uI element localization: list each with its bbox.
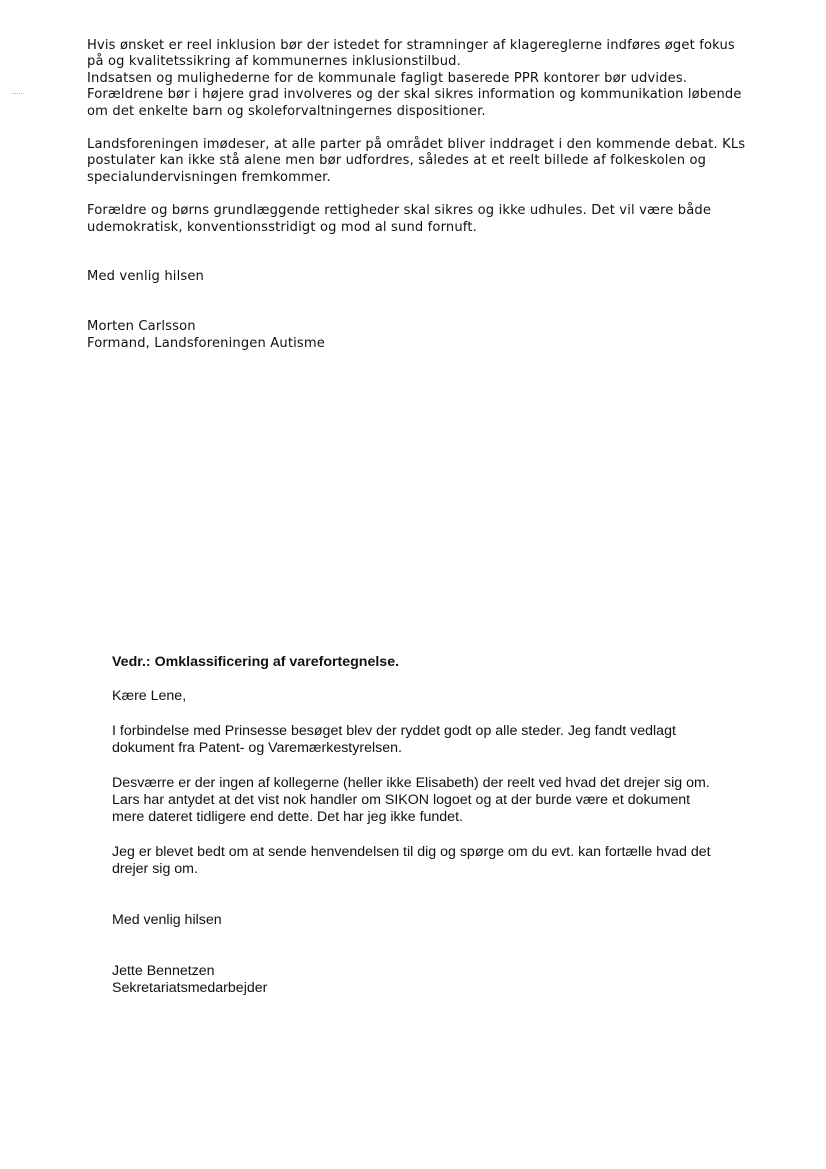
text-line: Jeg er blevet bedt om at sende henvendelsen til dig og spørge om du evt. kan fortælle hvad det [112, 844, 711, 860]
letter-1-paragraph-2 [87, 137, 787, 186]
letter-2-paragraph-2 [112, 775, 792, 826]
letter-1-signature [87, 319, 787, 352]
letter-omklassificering [112, 654, 792, 997]
signer-title: Sekretariatsmedarbejder [112, 980, 268, 996]
letter-2-subject: Vedr.: Omklassificering af varefortegnelse. [112, 654, 400, 670]
text-line: Landsforeningen imødeser, at alle parter på området bliver inddraget i den kommende debat. KLs [87, 137, 746, 153]
text-line: specialundervisningen fremkommer. [87, 169, 331, 185]
letter-2-paragraph-1 [112, 723, 792, 757]
text-line: postulater kan ikke stå alene men bør udfordres, således at et reelt billede af folkeskolen og [87, 153, 707, 169]
text-line: Lars har antydet at det vist nok handler om SIKON logoet og at der burde være et dokument [112, 792, 691, 808]
signer-name: Morten Carlsson [87, 319, 196, 335]
text-line: Desværre er der ingen af kollegerne (heller ikke Elisabeth) der reelt ved hvad det drejer sig om. [112, 775, 710, 791]
letter-2-closing: Med venlig hilsen [112, 912, 222, 928]
text-line: mere dateret tidligere end dette. Det har jeg ikke fundet. [112, 809, 463, 825]
text-line: dokument fra Patent- og Varemærkestyrelsen. [112, 740, 402, 756]
letter-1-paragraph-3 [87, 203, 787, 236]
signer-name: Jette Bennetzen [112, 963, 215, 979]
signer-title: Formand, Landsforeningen Autisme [87, 335, 325, 351]
letter-landsforeningen-autisme [87, 38, 787, 352]
letter-2-salutation: Kære Lene, [112, 688, 187, 704]
letter-1-paragraph-1 [87, 38, 787, 120]
text-line: Indsatsen og mulighederne for de kommunale fagligt baserede PPR kontorer bør udvides. [87, 70, 688, 86]
text-line: drejer sig om. [112, 861, 198, 877]
text-line: om det enkelte barn og skoleforvaltningernes dispositioner. [87, 103, 486, 119]
text-line: Forældrene bør i højere grad involveres og der skal sikres information og kommunikation løbende [87, 87, 742, 103]
text-line: I forbindelse med Prinsesse besøget blev der ryddet godt op alle steder. Jeg fandt vedlagt [112, 723, 676, 739]
letter-2-paragraph-3 [112, 844, 792, 878]
text-line: Hvis ønsket er reel inklusion bør der istedet for stramninger af klagereglerne indføres øget fokus [87, 38, 735, 53]
letter-2-signature [112, 963, 792, 997]
letter-1-closing: Med venlig hilsen [87, 269, 204, 285]
text-line: Forældre og børns grundlæggende rettigheder skal sikres og ikke udhules. Det vil være både [87, 203, 712, 219]
scan-speck [12, 93, 24, 95]
text-line: udemokratisk, konventionsstridigt og mod al sund fornuft. [87, 219, 477, 235]
text-line: på og kvalitetssikring af kommunernes inklusionstilbud. [87, 54, 461, 70]
